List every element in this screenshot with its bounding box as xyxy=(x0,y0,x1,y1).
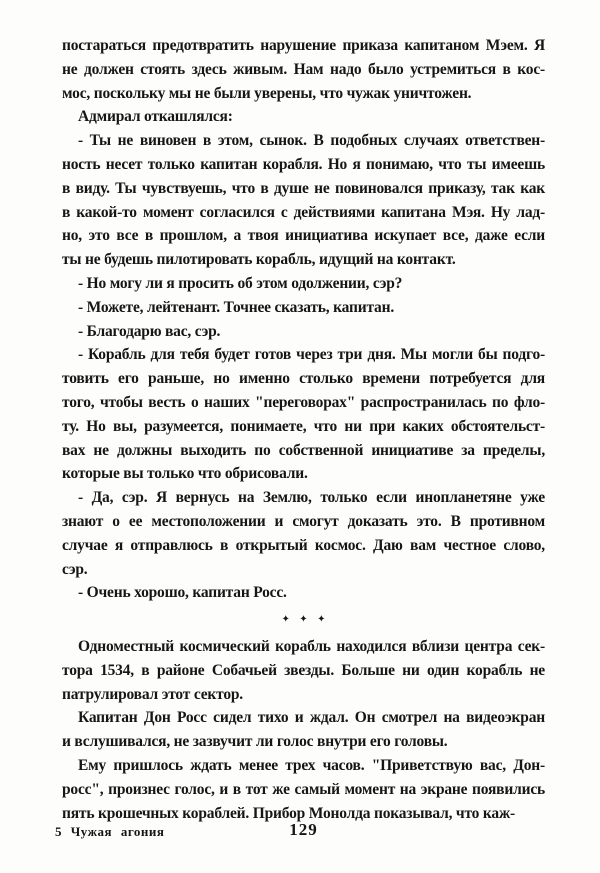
text-line: но, это все в прошлом, а твоя инициатива искупает все, даже если xyxy=(62,227,545,245)
text-line: - Благодарю вас, сэр. xyxy=(78,322,221,340)
paragraph xyxy=(62,581,545,605)
text-line: в какой-то момент согласился с действиями капитана Мэя. Ну лад- xyxy=(62,203,545,221)
paragraph xyxy=(62,296,545,320)
text-line: - Да, сэр. Я вернусь на Землю, только если инопланетяне уже xyxy=(78,489,545,507)
text-line: мос, поскольку мы не были уверены, что чужак уничтожен. xyxy=(62,84,472,102)
paragraph xyxy=(62,486,545,581)
text-line: росс", произнес голос, и в тот же самый момент на экране появились xyxy=(62,780,545,798)
text-line: случае я отправлюсь в открытый космос. Даю вам честное слово, xyxy=(62,536,545,554)
text-line: знают о ее местоположении и смогут доказать это. В противном xyxy=(62,512,545,530)
text-line: и вслушивался, не зазвучит ли голос внутри его головы. xyxy=(62,733,448,751)
text-line: пять крошечных кораблей. Прибор Монолда показывал, что каж- xyxy=(62,804,515,822)
text-line: ты не будешь пилотировать корабль, идущий на контакт. xyxy=(62,251,456,269)
text-line: которые вы только что обрисовали. xyxy=(62,465,308,483)
paragraph xyxy=(62,706,545,754)
text-line: патрулировал этот сектор. xyxy=(62,685,243,703)
text-line: Адмирал откашлялся: xyxy=(78,108,233,126)
text-line: - Ты не виновен в этом, сынок. В подобных случаях ответствен- xyxy=(78,132,545,150)
text-line: тора 1534, в районе Собачьей звезды. Больше ни один корабль не xyxy=(62,661,545,679)
page-footer xyxy=(55,820,545,846)
text-line: товить его раньше, но именно столько времени потребуется для xyxy=(62,370,545,388)
text-line: Одноместный космический корабль находился вблизи центра сек- xyxy=(78,637,545,655)
text-line: в виду. Ты чувствуешь, что в душе не повиновался приказу, так как xyxy=(62,179,545,197)
paragraph xyxy=(62,754,545,825)
text-line: того, чтобы весть о наших "переговорах" распространилась по фло- xyxy=(62,393,545,411)
text-line: ность несет только капитан корабля. Но я понимаю, что ты имеешь xyxy=(62,155,545,173)
paragraph xyxy=(62,34,545,105)
paragraph xyxy=(62,105,545,129)
text-line: Ему пришлось ждать менее трех часов. "Приветствую вас, Дон- xyxy=(78,756,545,774)
text-line: Капитан Дон Росс сидел тихо и ждал. Он смотрел на видеоэкран xyxy=(78,709,545,727)
page-body xyxy=(62,34,545,825)
text-line: - Можете, лейтенант. Точнее сказать, капитан. xyxy=(78,298,395,316)
text-line: постараться предотвратить нарушение приказа капитаном Мэем. Я xyxy=(62,37,545,54)
text-line: - Но могу ли я просить об этом одолжении, сэр? xyxy=(78,274,403,292)
paragraph xyxy=(62,129,545,272)
text-line: - Корабль для тебя будет готов через три дня. Мы могли бы подго- xyxy=(78,346,545,364)
section-divider: ✦ ✦ ✦ xyxy=(281,614,326,626)
text-line: - Очень хорошо, капитан Росс. xyxy=(78,584,287,602)
text-line: не должен стоять здесь живым. Нам надо было устремиться в кос- xyxy=(62,60,545,78)
paragraph xyxy=(62,272,545,296)
page-number: 129 xyxy=(289,820,318,839)
text-line: сэр. xyxy=(62,560,88,578)
paragraph xyxy=(62,343,545,486)
paragraph xyxy=(62,320,545,344)
paragraph xyxy=(62,635,545,706)
text-line: ту. Но вы, разумеется, понимаете, что ни при каких обстоятельст- xyxy=(62,417,545,435)
print-signature: 5 Чужая агония xyxy=(55,824,165,839)
text-line: вах не должны выходить по собственной инициативе за пределы, xyxy=(62,441,545,459)
